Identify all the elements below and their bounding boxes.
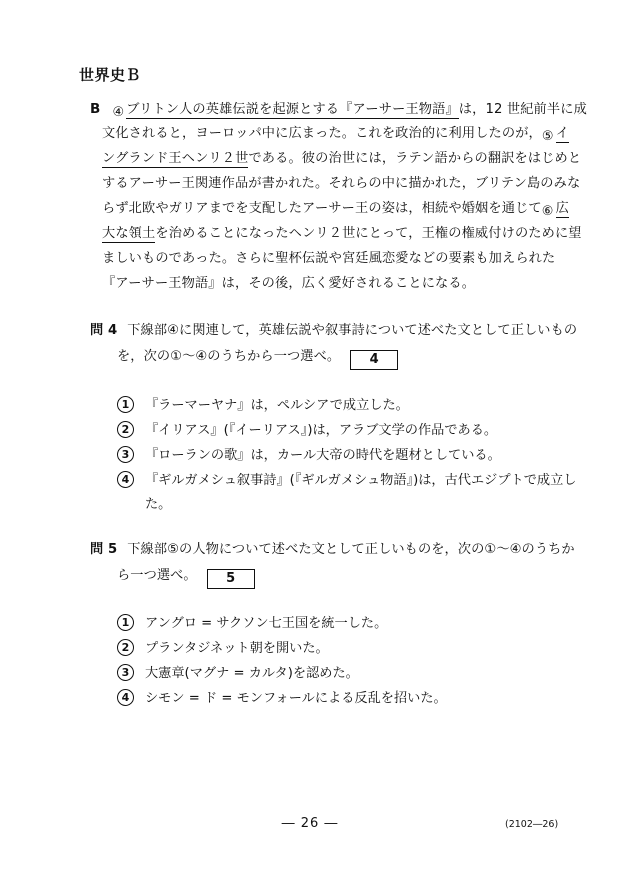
option-4-continuation — [145, 496, 171, 514]
passage-line-7 — [102, 250, 555, 268]
underlined-phrase-5: イ — [555, 126, 570, 141]
option-text: 『イリアス』(『イーリアス』)は，アラブ文学の作品である。 — [145, 423, 498, 438]
option-2[interactable] — [117, 421, 497, 440]
option-text: 大憲章(マグナ = カルタ)を認めた。 — [145, 666, 359, 681]
question-number: 問 5 — [90, 542, 118, 557]
passage-line-2 — [102, 125, 569, 146]
underlined-phrase-5-cont: ングランド王ヘンリ２世 — [102, 151, 249, 166]
option-4[interactable] — [117, 689, 447, 708]
passage-line-1 — [90, 100, 587, 122]
passage-line-6 — [102, 225, 582, 243]
underlined-phrase-4: ブリトン人の英雄伝説を起源とする『アーサー王物語』 — [126, 102, 459, 117]
underlined-phrase-6: 広 — [555, 201, 569, 216]
underline-marker-6: ⑥ — [541, 204, 554, 219]
option-number-circle: 1 — [117, 396, 134, 413]
passage-line-4 — [102, 175, 580, 193]
answer-box[interactable]: 4 — [350, 350, 398, 370]
option-text: 『ギルガメシュ叙事詩』(『ギルガメシュ物語』)は，古代エジプトで成立し — [145, 473, 577, 488]
passage-line-5 — [102, 200, 569, 221]
option-text: た。 — [145, 497, 172, 512]
passage-text: 『アーサー王物語』は，その後，広く愛好されることになる。 — [102, 276, 476, 291]
option-2[interactable] — [117, 639, 329, 658]
option-text: アングロ = サクソン七王国を統一した。 — [145, 616, 388, 631]
option-number-circle: 2 — [117, 639, 134, 656]
option-text: 『ローランの歌』は，カール大帝の時代を題材としている。 — [145, 448, 501, 463]
option-number-circle: 4 — [117, 471, 134, 488]
option-number-circle: 4 — [117, 689, 134, 706]
passage-label: B — [90, 101, 101, 117]
option-number-circle: 1 — [117, 614, 134, 631]
question-prompt: 下線部⑤の人物について述べた文として正しいものを，次の①～④のうちか — [127, 542, 575, 557]
passage-text: らず北欧やガリアまでを支配したアーサー王の姿は，相続や婚姻を通じて — [102, 201, 542, 216]
passage-text: を治めることになったヘンリ２世にとって，王権の権威付けのために望 — [155, 226, 582, 241]
option-3[interactable] — [117, 664, 359, 683]
answer-box[interactable]: 5 — [207, 569, 255, 589]
underline-marker-4: ④ — [112, 105, 125, 120]
question-prompt-line-1 — [90, 322, 577, 340]
option-number-circle: 3 — [117, 446, 134, 463]
exam-code: (2102―26) — [505, 819, 559, 830]
option-4[interactable] — [117, 471, 576, 490]
option-number-circle: 2 — [117, 421, 134, 438]
option-3[interactable] — [117, 446, 501, 465]
option-text: プランタジネット朝を開いた。 — [145, 641, 329, 656]
underlined-phrase-6-cont: 大な領土 — [102, 226, 156, 241]
question-prompt: を，次の①～④のうちから一つ選べ。 — [117, 349, 341, 364]
passage-text: するアーサー王関連作品が書かれた。それらの中に描かれた，ブリテン島のみな — [102, 176, 581, 191]
passage-line-3 — [102, 150, 581, 168]
question-number: 問 4 — [90, 323, 118, 338]
question-prompt: 下線部④に関連して，英雄伝説や叙事詩について述べた文として正しいもの — [127, 323, 578, 338]
passage-text: 文化されると，ヨーロッパ中に広まった。これを政治的に利用したのが， — [102, 126, 542, 141]
option-number-circle: 3 — [117, 664, 134, 681]
underline-marker-5: ⑤ — [541, 129, 554, 144]
passage-text: ましいものであった。さらに聖杯伝説や宮廷風恋愛などの要素も加えられた — [102, 251, 556, 266]
question-prompt: ら一つ選べ。 — [117, 568, 197, 583]
question-prompt-line-2 — [117, 348, 398, 370]
option-text: シモン = ド = モンフォールによる反乱を招いた。 — [145, 691, 447, 706]
passage-line-8 — [102, 275, 475, 293]
option-1[interactable] — [117, 614, 387, 633]
question-prompt-line-1 — [90, 541, 575, 559]
option-1[interactable] — [117, 396, 409, 415]
option-text: 『ラーマーヤナ』は，ペルシアで成立した。 — [145, 398, 409, 413]
passage-text: である。彼の治世には，ラテン語からの翻訳をはじめと — [248, 151, 582, 166]
question-prompt-line-2 — [117, 567, 255, 589]
page-number: ― 26 ― — [281, 816, 339, 831]
section-heading: 世界史Ｂ — [79, 66, 142, 84]
passage-text: は，12 世紀前半に成 — [458, 102, 587, 117]
